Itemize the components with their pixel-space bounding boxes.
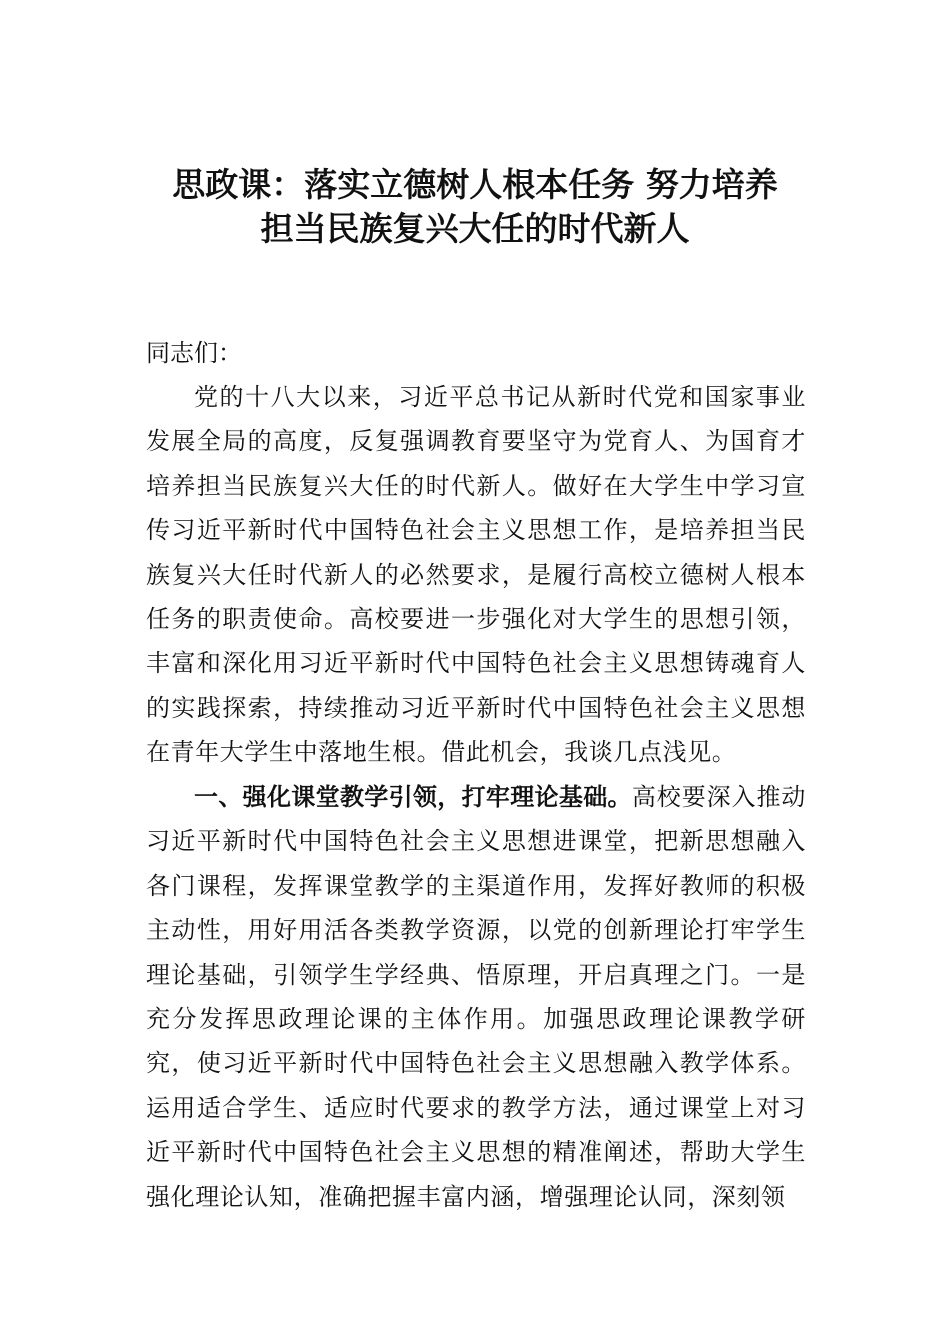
paragraph-intro xyxy=(146,375,806,775)
salutation: 同志们： xyxy=(146,339,242,367)
section-1-text: 高校要深入推动习近平新时代中国特色社会主义思想进课堂，把新思想融入各门课程，发挥课堂教学的主渠道作用，发挥好教师的积极主动性，用好用活各类教学资源，以党的创新理论打牢学生理论基础，引领学生学经典、悟原理，开启真理之门。一是充分发挥思政理论课的主体作用。加强思政理论课教学研究，使习近平新时代中国特色社会主义思想融入教学体系。运用适合学生、适应时代要求的教学方法，通过课堂上对习近平新时代中国特色社会主义思想的精准阐述，帮助大学生强化理论认知，准确把握丰富内涵，增强理论认同，深刻领 xyxy=(146,783,807,1211)
document-title-line-1: 思政课：落实立德树人根本任务 努力培养 xyxy=(172,165,778,204)
document-title-line-2: 担当民族复兴大任的时代新人 xyxy=(260,209,690,248)
paragraph-intro-text: 党的十八大以来，习近平总书记从新时代党和国家事业发展全局的高度，反复强调教育要坚守为党育人、为国育才培养担当民族复兴大任的时代新人。做好在大学生中学习宣传习近平新时代中国特色社会主义思想工作，是培养担当民族复兴大任时代新人的必然要求，是履行高校立德树人根本任务的职责使命。高校要进一步强化对大学生的思想引领，丰富和深化用习近平新时代中国特色社会主义思想铸魂育人的实践探索，持续推动习近平新时代中国特色社会主义思想在青年大学生中落地生根。借此机会，我谈几点浅见。 xyxy=(146,383,806,767)
section-1-heading: 一、强化课堂教学引领，打牢理论基础。 xyxy=(194,783,632,811)
paragraph-section-1 xyxy=(146,775,806,1219)
